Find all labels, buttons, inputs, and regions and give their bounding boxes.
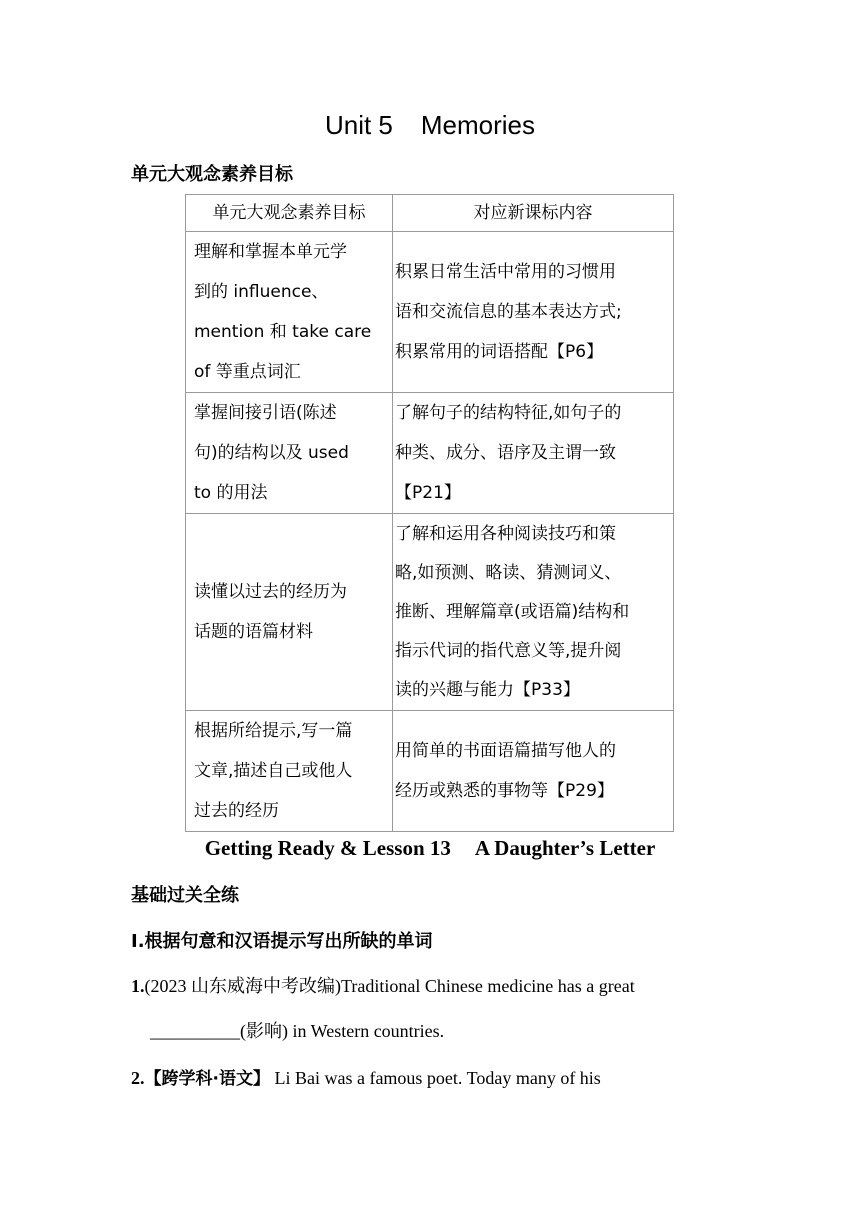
question-2-text: Li Bai was a famous poet. Today many of his (274, 1068, 601, 1088)
question-2-tag: 【跨学科·语文】 (144, 1069, 270, 1089)
unit-name: Memories (420, 110, 536, 140)
standard-line: 语和交流信息的基本表达方式; (395, 302, 622, 322)
standard-line: 了解和运用各种阅读技巧和策 (395, 523, 616, 544)
standard-line: 用简单的书面语篇描写他人的 (395, 741, 616, 761)
goal-cell (186, 711, 393, 832)
table-row (186, 711, 674, 832)
unit-title (0, 110, 860, 141)
table-header-row (186, 195, 674, 232)
question-1-line1: Traditional Chinese medicine has a great (341, 976, 635, 996)
goal-line: 理解和掌握本单元学 (194, 242, 347, 262)
standard-line: 略,如预测、略读、猜测词义、 (395, 562, 622, 583)
table-row (186, 393, 674, 514)
question-2-number: 2. (131, 1068, 145, 1088)
goal-line: 到的 influence、 (194, 282, 329, 302)
question-1-line2: __________(影响) in Western countries. (150, 1021, 445, 1041)
table-header-standard: 对应新课标内容 (393, 195, 674, 232)
goal-line: of 等重点词汇 (194, 362, 301, 382)
table-row (186, 514, 674, 711)
goal-cell (186, 514, 393, 711)
lesson-title-part1: Getting Ready & Lesson 13 (204, 836, 451, 860)
goals-heading: 单元大观念素养目标 (131, 164, 293, 185)
standard-cell (393, 514, 674, 711)
standard-line: 种类、成分、语序及主谓一致 (395, 443, 616, 463)
standard-line: 经历或熟悉的事物等【P29】 (395, 781, 614, 801)
lesson-title (0, 836, 860, 861)
goals-table (185, 194, 674, 832)
goal-line: 过去的经历 (194, 801, 279, 821)
standard-cell (393, 393, 674, 514)
goal-line: to 的用法 (194, 483, 268, 503)
unit-number: Unit 5 (324, 110, 393, 140)
standard-line: 指示代词的指代意义等,提升阅 (395, 640, 622, 661)
table-row (186, 232, 674, 393)
standard-line: 了解句子的结构特征,如句子的 (395, 403, 622, 423)
standard-line: 读的兴趣与能力【P33】 (395, 679, 580, 700)
goal-cell (186, 232, 393, 393)
standard-line: 【P21】 (395, 483, 461, 503)
standard-line: 积累常用的词语搭配【P6】 (395, 342, 604, 362)
question-2 (131, 1064, 601, 1089)
lesson-title-part2: A Daughter’s Letter (474, 836, 656, 860)
standard-line: 推断、理解篇章(或语篇)结构和 (395, 601, 630, 622)
goal-line: 掌握间接引语(陈述 (194, 403, 337, 423)
question-1-number: 1. (131, 976, 145, 996)
standard-line: 积累日常生活中常用的习惯用 (395, 262, 616, 282)
goal-line: mention 和 take care (194, 322, 372, 342)
goal-line: 根据所给提示,写一篇 (194, 721, 353, 741)
goal-line: 文章,描述自己或他人 (194, 761, 353, 781)
table-header-goal: 单元大观念素养目标 (186, 195, 393, 232)
standard-cell (393, 711, 674, 832)
goal-line: 读懂以过去的经历为 (194, 582, 347, 602)
goal-cell (186, 393, 393, 514)
question-1-source: (2023 山东威海中考改编) (144, 976, 341, 996)
practice-heading: 基础过关全练 (131, 885, 239, 906)
standard-cell (393, 232, 674, 393)
question-1 (131, 972, 635, 998)
goal-line: 句)的结构以及 used (194, 443, 349, 463)
goal-line: 话题的语篇材料 (194, 622, 313, 642)
exercise-heading: Ⅰ.根据句意和汉语提示写出所缺的单词 (131, 931, 433, 952)
